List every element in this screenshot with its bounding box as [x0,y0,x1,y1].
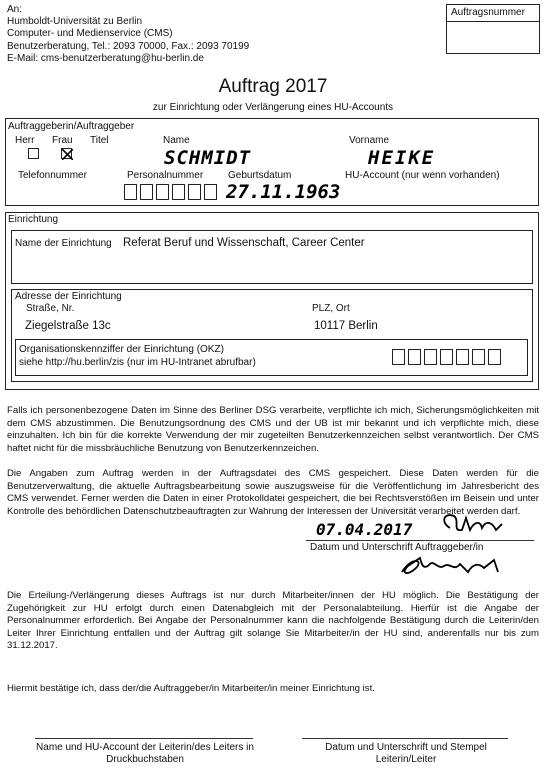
salutation-herr-label: Herr [15,135,35,146]
plz-label: PLZ, Ort [312,303,350,314]
address-line: Computer- und Medienservice (CMS) [7,28,173,40]
privacy-paragraph: Falls ich personenbezogene Daten im Sinne des Berliner DSG verarbeite, verpflichte ich mich, Sicherungsmöglichkeiten mit dem CMS abzustimmen. Die Benutzungsordnung des CMS und der UB ist mir bekannt und ich verpflichte mich, diese einzuhalten. Ich bin für die korrekte Verwendung der mir zugeteilten Benutzerkennzeichen selbst verantwortlich. Der CMS haftet nicht für die missbräuchliche Benutzung von Benutzerkennzeichen. [7,405,539,454]
institution-section [5,212,539,390]
geburtsdatum-label: Geburtsdatum [228,170,292,181]
institution-address-label: Adresse der Einrichtung [15,291,122,302]
institution-name-box[interactable] [11,230,533,284]
leader-signature-label [296,742,516,766]
digit-box[interactable] [424,349,437,365]
leader-signature-label-line2: Leiterin/Leiter [375,754,437,765]
okz-label: Organisationskennziffer der Einrichtung (OKZ) [19,344,224,355]
check-cross-icon [62,149,73,160]
digit-box[interactable] [440,349,453,365]
digit-box[interactable] [188,184,201,200]
street-value[interactable]: Ziegelstraße 13c [25,320,111,332]
leader-signature-label-line1: Datum und Unterschrift und Stempel [325,742,487,753]
digit-box[interactable] [472,349,485,365]
institution-name-value: Referat Beruf und Wissenschaft, Career Center [123,237,365,249]
checkbox-herr[interactable] [28,148,39,159]
order-number-box[interactable] [446,4,540,54]
data-storage-paragraph: Die Angaben zum Auftrag werden in der Auftragsdatei des CMS gespeichert. Diese Daten werden für die Benutzerverwaltung, die aktuelle Auftragsbearbeitung sowie auszugsweise für die Veröffentlichung im Jahresbericht des CMS verwendet. Ferner werden die Daten in einer Protokolldatei gespeichert, die bei Rechtsverstößen im Beisein und unter Kontrolle des behördlichen Datenschutzbeauftragten zur Wahrung der Interessen der Universität verarbeitet werden darf. [7,468,539,517]
name-value[interactable]: SCHMIDT [164,147,252,169]
salutation-frau-label: Frau [52,135,73,146]
name-label: Name [163,135,190,146]
leader-name-label [30,742,260,766]
leader-name-label-line2: Druckbuchstaben [106,754,184,765]
requester-section [5,118,539,206]
digit-box[interactable] [488,349,501,365]
order-number-label: Auftragsnummer [447,5,539,22]
vorname-label: Vorname [349,135,390,146]
okz-box [15,339,528,376]
telefon-label: Telefonnummer [18,170,87,181]
requester-section-label: Auftraggeberin/Auftraggeber [8,121,135,132]
digit-box[interactable] [156,184,169,200]
titel-label: Titel [90,135,109,146]
address-line: E-Mail: cms-benutzerberatung@hu-berlin.de [7,52,204,64]
digit-box[interactable] [204,184,217,200]
employee-paragraph: Die Erteilung-/Verlängerung dieses Auftrags ist nur durch Mitarbeiter/innen der HU möglich. Die Bestätigung der Zugehörigkeit zur HU erfolgt durch einen Datenabgleich mit der Personalabteilung. Hierfür ist die Angabe der Personalnummer erforderlich. Bei Angabe der Personalnummer kann die nachfolgende Bestätigung durch die Leiterin/den Leiter Ihrer Einrichtung entfallen und der Auftrag gilt solange Sie Mitarbeiter/in der HU sind, anderenfalls nur bis zum 31.12.2017. [7,590,539,652]
handwritten-signature-icon [398,552,508,582]
digit-box[interactable] [124,184,137,200]
okz-hint: siehe http://hu.berlin/zis (nur im HU-Intranet abrufbar) [19,357,256,368]
address-line: An: [7,4,23,15]
address-line: Benutzerberatung, Tel.: 2093 70000, Fax.: 2093 70199 [7,40,250,52]
vorname-value[interactable]: HEIKE [368,147,436,169]
checkbox-frau-checked[interactable] [61,148,72,159]
leader-name-label-line1: Name und HU-Account der Leiterin/des Leiters in [36,742,254,753]
geburtsdatum-value[interactable]: 27.11.1963 [226,181,341,203]
signature-date-handwritten: 07.04.2017 [316,520,413,539]
hu-account-label: HU-Account (nur wenn vorhanden) [345,170,500,181]
okz-digit-boxes[interactable] [392,349,501,365]
digit-box[interactable] [140,184,153,200]
signature-line [306,540,534,541]
confirmation-text: Hiermit bestätige ich, dass der/die Auftraggeber/in Mitarbeiter/in meiner Einrichtung ist. [7,683,375,694]
handwritten-signature-icon [436,510,506,538]
digit-box[interactable] [172,184,185,200]
personalnummer-label: Personalnummer [127,170,204,181]
page-title: Auftrag 2017 [218,76,328,97]
digit-box[interactable] [456,349,469,365]
page-subtitle: zur Einrichtung oder Verlängerung eines HU-Accounts [152,102,394,113]
leader-name-line[interactable] [35,738,253,739]
street-label: Straße, Nr. [26,303,75,314]
digit-box[interactable] [408,349,421,365]
institution-name-label: Name der Einrichtung [15,238,112,249]
digit-box[interactable] [392,349,405,365]
personalnummer-boxes[interactable] [124,184,217,200]
plz-value[interactable]: 10117 Berlin [314,320,378,332]
institution-section-label: Einrichtung [8,214,59,225]
leader-signature-line[interactable] [302,738,508,739]
institution-address-box [11,289,533,382]
signature-label: Datum und Unterschrift Auftraggeber/in [310,542,484,553]
recipient-address [7,4,249,65]
address-line: Humboldt-Universität zu Berlin [7,16,143,28]
